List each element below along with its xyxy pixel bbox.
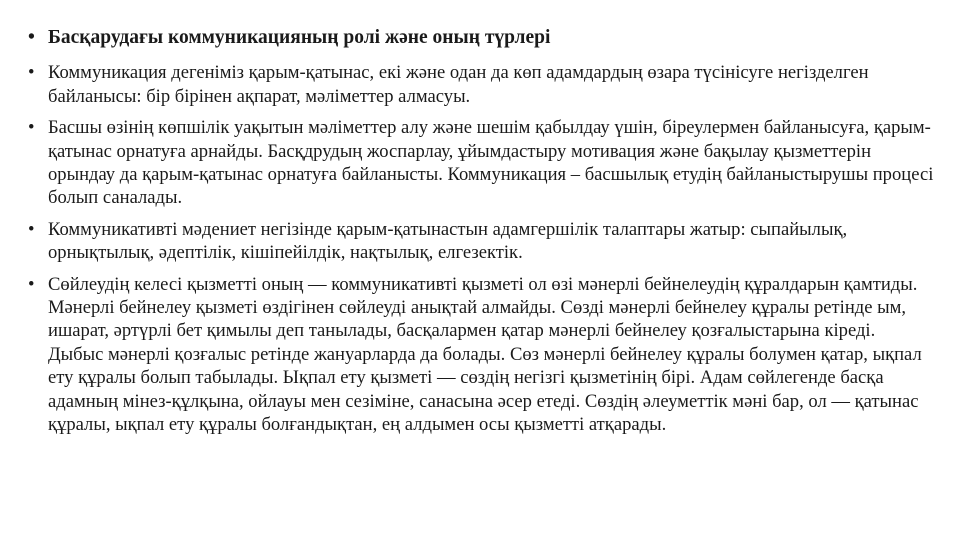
slide-title: Басқарудағы коммуникацияның ролі және оның түрлері — [48, 27, 551, 48]
bullet-text: Коммуникативті мәдениет негізінде қарым-қатынастын адамгершілік талаптары жатыр: сыпайылық, орнықтылық, әдептілік, кішіпейілдік, нақтылық, елгезектік. — [48, 218, 848, 264]
bullet-icon: • — [28, 273, 35, 295]
bullet-icon: • — [28, 117, 35, 139]
bullet-item-definition — [28, 61, 934, 108]
bullet-icon: • — [28, 62, 35, 84]
bullet-item-speech — [28, 273, 934, 437]
slide-title-item — [28, 26, 934, 49]
bullet-text: Коммуникация дегеніміз қарым-қатынас, екі және одан да көп адамдардың өзара түсінісуге негізделген байланысы: бір бірінен ақпарат, мәліметтер алмасуы. — [48, 62, 869, 107]
bullet-text: Сөйлеудің келесі қызметті оның — коммуникативті қызметі ол өзі мәнерлі бейнелеудің құралдарын қамтиды. Мәнерлі бейнелеу қызметі өздігінен сөйлеуді анықтай алмайды. Сөзді мәнерлі бейнелеу құралы ретінде ым, ишарат, әртүрлі бет қимылы деп танылады, басқалармен қатар мәнерлі бейнелеу қозғалыстарына кіреді. Дыбыс мәнерлі қозғалыс ретінде жануарларда да болады. Сөз мәнерлі бейнелеу құралы болумен қатар, ықпал ету құралы болып табылады. Ықпал ету қызметі — сөздің негізгі қызметінің бірі. Адам сөйлегенде басқа адамның мінез-құлқына, ойлауы мен сезіміне, санасына әсер етеді. Сөздің әлеуметтік мәні бар, ол — қатынас құралы, ықпал ету құралы болғандықтан, ең алдымен осы қызметті атқарады. — [48, 273, 922, 436]
bullet-text: Басшы өзінің көпшілік уақытын мәліметтер алу және шешім қабылдау үшін, біреулермен байланысуға, қарым-қатынас орнатуға арнайды. Басқдрудың жоспарлау, ұйымдастыру мотивация және бақылау қызметтерін орындау да қарым-қатынас орнатуға байланысты. Коммуникация – басшылық етудің байланыстырушы процесі болып саналады. — [48, 117, 934, 209]
bullet-icon: • — [28, 27, 35, 48]
slide-content — [28, 26, 934, 445]
bullet-icon: • — [28, 218, 35, 240]
bullet-item-manager — [28, 116, 934, 210]
bullet-item-culture — [28, 218, 934, 265]
